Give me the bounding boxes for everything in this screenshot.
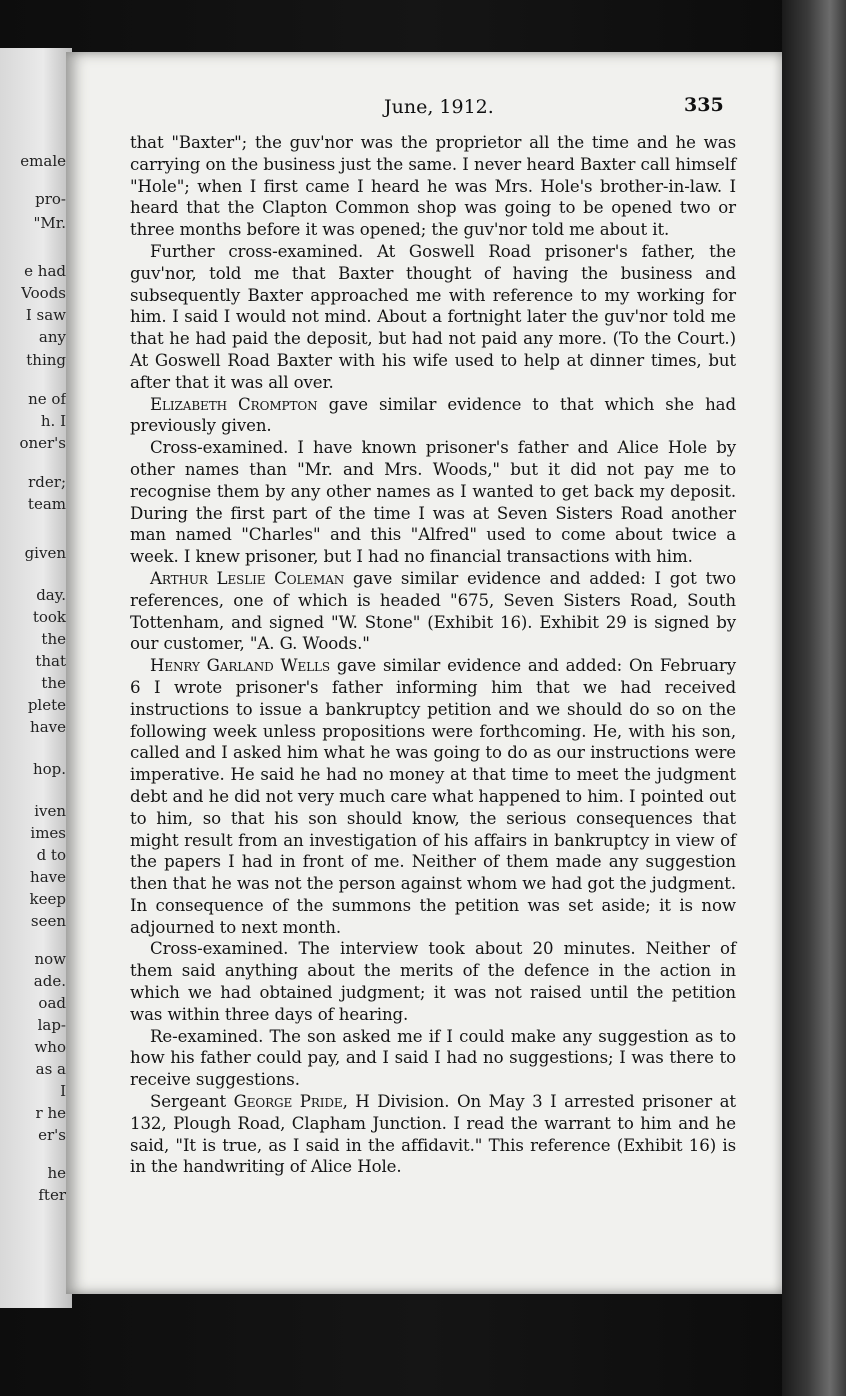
left-page-line: e had (24, 262, 66, 280)
left-page-line: emale (20, 152, 66, 170)
paragraph-coleman (130, 568, 736, 655)
left-page-line: who (34, 1038, 66, 1056)
left-page-line: ne of (28, 390, 66, 408)
left-page-line: r he (35, 1104, 66, 1122)
left-page-line: rder; (28, 473, 66, 491)
left-page-line: Voods (21, 284, 66, 302)
left-page-line: oner's (19, 434, 66, 452)
witness-rank: Sergeant (150, 1092, 234, 1112)
paragraph-crompton (130, 394, 736, 438)
left-page-line: now (34, 950, 66, 968)
left-page-line: the (41, 630, 66, 648)
paragraph-cross-examined: Cross-examined. I have known prisoner's father and Alice Hole by other names than "Mr. and Mrs. Woods," but it did not pay me to recognise them by any other names as I wanted to get back my deposit. During the first part of the time I was at Seven Sisters Road another man named "Charles" and this "Alfred" used to come about twice a week. I knew prisoner, but I had no financial transactions with him. (130, 438, 736, 567)
left-page-line: have (30, 868, 66, 886)
left-page-line: any (38, 328, 66, 346)
left-page-line: that (35, 652, 66, 670)
left-page-line: team (27, 495, 66, 513)
document-page (66, 52, 782, 1294)
left-page-line: the (41, 674, 66, 692)
witness-name: George Pride (233, 1092, 343, 1112)
left-page-line: ade. (33, 972, 66, 990)
left-page-line: have (30, 718, 66, 736)
left-page-line: er's (38, 1126, 66, 1144)
left-page-line: "Mr. (33, 214, 66, 232)
left-page-line: took (32, 608, 66, 626)
left-page-line: seen (30, 912, 66, 930)
left-page-line: keep (29, 890, 66, 908)
left-page-line: he (47, 1164, 66, 1182)
left-page-line: imes (30, 824, 66, 842)
witness-statement: gave similar evidence and added: On February 6 I wrote prisoner's father informing him that we had received instructions to issue a bankruptcy petition and we should do so on the following week unless propositions were forthcoming. He, with his son, called and I asked him what he was going to do as our instructions were imperative. He said he had no money at that time to meet the judgment debt and he did not very much care what happened to him. I pointed out to him, so that his son should know, the serious consequences that might result from an investigation of his affairs in bankruptcy in view of the papers I had in front of me. Neither of them made any suggestion then that he was not the person against whom we had got the judgment. In consequence of the summons the petition was set aside; it is now adjourned to next month. (130, 656, 736, 937)
left-page-line: fter (38, 1186, 66, 1204)
witness-name: Henry Garland Wells (150, 656, 330, 676)
witness-statement: gave similar evidence and added: I got two references, one of which is headed "675, Seven Sisters Road, South Tottenham, and signed "W. Stone" (Exhibit 16). Exhibit 29 is signed by our customer, "A. G. Woods." (130, 568, 737, 654)
left-page-line: h. I (40, 412, 66, 430)
left-page-line: oad (38, 994, 66, 1012)
right-margin-strip (782, 0, 846, 1396)
left-page-line: hop. (32, 760, 66, 778)
page-header (66, 94, 782, 124)
left-page-line: as a (35, 1060, 66, 1078)
witness-name: Arthur Leslie Coleman (150, 568, 345, 588)
paragraph-baxter: that "Baxter"; the guv'nor was the proprietor all the time and he was carrying on the business just the same. I never heard Baxter call himself "Hole"; when I first came I heard he was Mrs. Hole's brother-in-law. I heard that the Clapton Common shop was going to be opened two or three months before it was opened; the guv'nor told me about it. (130, 133, 736, 240)
left-page-line: pro- (35, 190, 66, 208)
left-page-line: day. (36, 586, 66, 604)
left-page-line: I saw (25, 306, 66, 324)
witness-statement: , H Division. On May 3 I arrested prisoner at 132, Plough Road, Clapham Junction. I read the warrant to him and he said, "It is true, as I said in the affidavit." This reference (Exhibit 16) is in the handwriting of Alice Hole. (130, 1092, 736, 1177)
left-page-line: given (24, 544, 66, 562)
left-page-line: lap- (37, 1016, 66, 1034)
paragraph-pride (130, 1091, 736, 1178)
running-head: June, 1912. (384, 96, 494, 118)
paragraph-wells-cross-examined: Cross-examined. The interview took about 20 minutes. Neither of them said anything about the merits of the defence in the action in which we had obtained judgment; it was not raised until the petition was within three days of hearing. (130, 939, 736, 1024)
left-page-line: thing (26, 351, 66, 369)
body-text (130, 132, 736, 1178)
witness-name: Elizabeth Crompton (150, 394, 318, 414)
paragraph-wells (130, 655, 736, 938)
page-number: 335 (684, 94, 724, 116)
left-page-line: d to (36, 846, 66, 864)
witness-statement: gave similar evidence to that which she had previously given. (130, 394, 736, 436)
left-page-line: plete (27, 696, 66, 714)
left-page-line: I (60, 1082, 66, 1100)
left-facing-page (0, 48, 72, 1308)
left-page-line: iven (34, 802, 66, 820)
paragraph-further-cross-examined: Further cross-examined. At Goswell Road prisoner's father, the guv'nor, told me that Baxter thought of having the business and subsequently Baxter approached me with reference to my working for him. I said I would not mind. About a fortnight later the guv'nor told me that he had paid the deposit, but had not paid any more. (To the Court.) At Goswell Road Baxter with his wife used to help at dinner times, but after that it was all over. (130, 241, 736, 392)
paragraph-re-examined: Re-examined. The son asked me if I could make any suggestion as to how his father could pay, and I said I had no suggestions; I was there to receive suggestions. (130, 1026, 736, 1090)
